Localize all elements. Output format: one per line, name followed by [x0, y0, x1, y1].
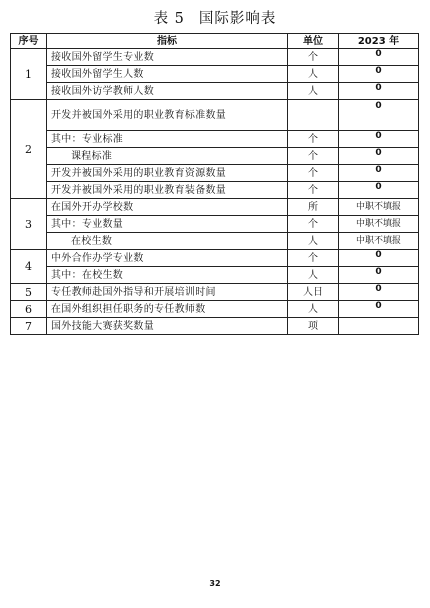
value-cell: 中职不填报 [339, 216, 419, 233]
table-row [11, 301, 419, 318]
seq-cell: 6 [11, 301, 47, 318]
table-row [11, 148, 419, 165]
indicator-cell: 开发并被国外采用的职业教育标准数量 [47, 100, 288, 131]
unit-cell: 所 [288, 199, 339, 216]
indicator-cell: 国外技能大赛获奖数量 [47, 318, 288, 335]
table-row [11, 66, 419, 83]
indicator-cell: 开发并被国外采用的职业教育装备数量 [47, 182, 288, 199]
unit-cell: 个 [288, 182, 339, 199]
unit-cell: 人 [288, 267, 339, 284]
seq-cell: 7 [11, 318, 47, 335]
table-row [11, 216, 419, 233]
value-cell: 0 [339, 165, 419, 182]
seq-cell: 1 [11, 49, 47, 100]
indicator-cell: 接收国外留学生人数 [47, 66, 288, 83]
table-number: 表 5 [153, 11, 185, 27]
value-cell: 0 [339, 250, 419, 267]
value-cell: 0 [339, 131, 419, 148]
value-cell [339, 318, 419, 335]
unit-cell: 个 [288, 49, 339, 66]
indicator-cell: 在国外开办学校数 [47, 199, 288, 216]
value-cell: 0 [339, 49, 419, 66]
value-cell: 0 [339, 267, 419, 284]
unit-cell: 人 [288, 233, 339, 250]
value-cell: 中职不填报 [339, 199, 419, 216]
header-unit: 单位 [288, 34, 339, 49]
table-row [11, 284, 419, 301]
seq-cell: 2 [11, 100, 47, 199]
indicator-cell: 接收国外留学生专业数 [47, 49, 288, 66]
table-name: 国际影响表 [198, 11, 277, 27]
unit-cell: 项 [288, 318, 339, 335]
indicator-cell: 课程标准 [47, 148, 288, 165]
value-cell: 0 [339, 284, 419, 301]
header-year: 2023 年 [339, 34, 419, 49]
unit-cell [288, 100, 339, 131]
table-row [11, 250, 419, 267]
table-title [0, 7, 430, 28]
unit-cell: 个 [288, 250, 339, 267]
value-cell: 0 [339, 83, 419, 100]
table-row [11, 83, 419, 100]
indicator-cell: 专任教师赴国外指导和开展培训时间 [47, 284, 288, 301]
header-indicator: 指标 [47, 34, 288, 49]
table-row [11, 182, 419, 199]
unit-cell: 人 [288, 83, 339, 100]
indicator-cell: 其中：专业标准 [47, 131, 288, 148]
seq-cell: 5 [11, 284, 47, 301]
indicator-cell: 中外合作办学专业数 [47, 250, 288, 267]
indicator-cell: 其中：专业数量 [47, 216, 288, 233]
indicator-cell: 其中：在校生数 [47, 267, 288, 284]
unit-cell: 个 [288, 216, 339, 233]
value-cell: 0 [339, 182, 419, 199]
value-cell: 0 [339, 66, 419, 83]
value-cell: 0 [339, 148, 419, 165]
table-row [11, 49, 419, 66]
value-cell: 0 [339, 100, 419, 131]
unit-cell: 个 [288, 148, 339, 165]
unit-cell: 人 [288, 301, 339, 318]
header-row [11, 34, 419, 49]
indicator-cell: 开发并被国外采用的职业教育资源数量 [47, 165, 288, 182]
page-number: 32 [209, 579, 221, 588]
header-seq: 序号 [11, 34, 47, 49]
unit-cell: 人 [288, 66, 339, 83]
unit-cell: 个 [288, 131, 339, 148]
value-cell: 0 [339, 301, 419, 318]
seq-cell: 3 [11, 199, 47, 250]
table-row [11, 318, 419, 335]
international-influence-table [10, 33, 419, 335]
indicator-cell: 接收国外访学教师人数 [47, 83, 288, 100]
table-row [11, 100, 419, 131]
table-row [11, 199, 419, 216]
indicator-cell: 在校生数 [47, 233, 288, 250]
table-row [11, 131, 419, 148]
seq-cell: 4 [11, 250, 47, 284]
table-row [11, 233, 419, 250]
indicator-cell: 在国外组织担任职务的专任教师数 [47, 301, 288, 318]
value-cell: 中职不填报 [339, 233, 419, 250]
table-row [11, 165, 419, 182]
unit-cell: 人日 [288, 284, 339, 301]
table-row [11, 267, 419, 284]
unit-cell: 个 [288, 165, 339, 182]
